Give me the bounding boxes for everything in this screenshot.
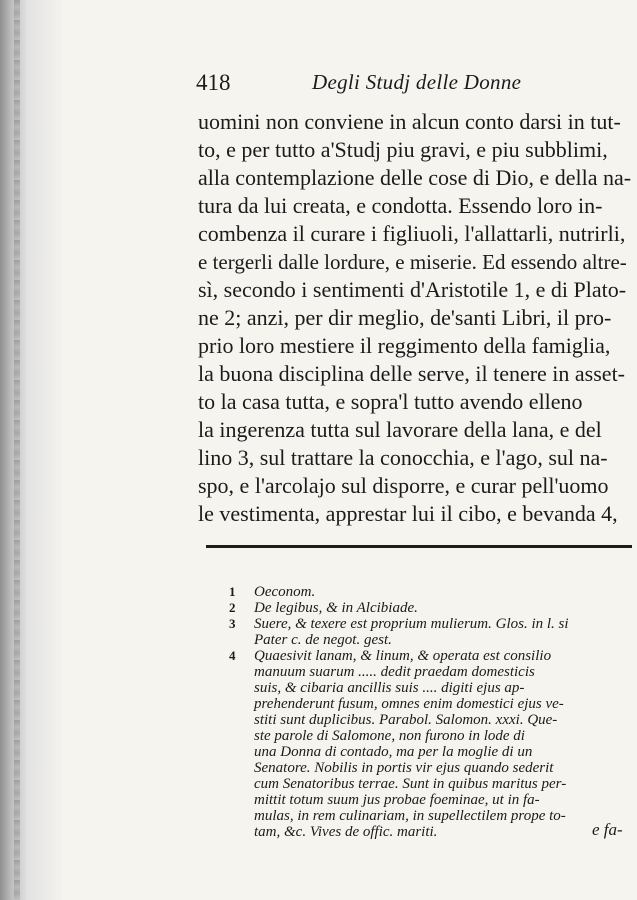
footnote-line: ste parole di Salomone, non furono in lode di: [254, 728, 525, 744]
footnote-line: Quaesivit lanam, & linum, & operata est consilio: [254, 648, 552, 664]
text-line: uomini non conviene in alcun conto darsi in tut-: [198, 109, 621, 134]
page-header: [196, 70, 596, 100]
footnote-line: mulas, in rem culinariam, in supellectilem prope to-: [254, 808, 566, 824]
text-line: e tergerli dalle lordure, e miserie. Ed essendo altre-: [198, 250, 627, 274]
text-line: la buona disciplina delle serve, il tenere in asset-: [198, 361, 626, 386]
footnote-line: Suere, & texere est proprium mulierum. Glos. in l. si: [254, 616, 569, 632]
text-line: prio loro mestiere il reggimento della famiglia,: [198, 333, 611, 358]
footnote-line: suis, & cibaria ancillis suis .... digiti ejus ap-: [254, 680, 525, 696]
gutter-shadow: [14, 0, 20, 900]
footnote-marker: 3: [229, 616, 236, 631]
binding-gutter: [0, 0, 62, 900]
footnote-line: mittit totum suum jus probae foeminae, ut in fa-: [254, 792, 540, 808]
footnote-line: Pater c. de negot. gest.: [254, 632, 392, 648]
text-line: lino 3, sul trattare la conocchia, e l'ago, sul na-: [198, 445, 608, 470]
text-line: sì, secondo i sentimenti d'Aristotile 1, e di Plato-: [198, 277, 627, 302]
footnote-line: Oeconom.: [254, 584, 316, 600]
footnote-marker: 4: [229, 648, 236, 663]
text-line: to, e per tutto a'Studj piu gravi, e piu subblimi,: [198, 137, 608, 162]
text-line: spo, e l'arcolajo sul disporre, e curar pell'uomo: [198, 473, 609, 498]
page-number: 418: [196, 70, 231, 95]
running-title: Degli Studj delle Donne: [312, 70, 522, 94]
footnote-line: manuum suarum ..... dedit praedam domesticis: [254, 664, 535, 680]
footnote-line: tam, &c. Vives de offic. mariti.: [254, 824, 438, 840]
text-line: ne 2; anzi, per dir meglio, de'santi Libri, il pro-: [198, 305, 612, 330]
text-line: la ingerenza tutta sul lavorare della lana, e del: [198, 417, 602, 442]
text-line: to la casa tutta, e sopra'l tutto avendo elleno: [198, 389, 583, 414]
footnote-line: una Donna di contado, ma per la moglie di un: [254, 744, 533, 760]
footnote-line: stiti sunt duplicibus. Parabol. Salomon. xxxi. Que-: [254, 712, 558, 728]
text-line: combenza il curare i figliuoli, l'allattarli, nutrirli,: [198, 221, 626, 246]
footnote-marker: 2: [229, 600, 236, 615]
footnote-line: Senatore. Nobilis in portis vir ejus quando sederit: [254, 760, 554, 776]
footnote-marker: 1: [229, 584, 236, 599]
footnote-line: De legibus, & in Alcibiade.: [254, 600, 418, 616]
text-line: le vestimenta, apprestar lui il cibo, e bevanda 4,: [198, 501, 618, 526]
footnote-divider: [206, 545, 632, 548]
footnote-line: cum Senatoribus terrae. Sunt in quibus maritus per-: [254, 776, 567, 792]
footnote-line: prehenderunt fusum, omnes enim domestici ejus ve-: [254, 696, 564, 712]
catchword: e fa-: [592, 820, 623, 839]
text-line: tura da lui creata, e condotta. Essendo loro in-: [198, 193, 603, 218]
text-line: alla contemplazione delle cose di Dio, e della na-: [198, 165, 632, 190]
